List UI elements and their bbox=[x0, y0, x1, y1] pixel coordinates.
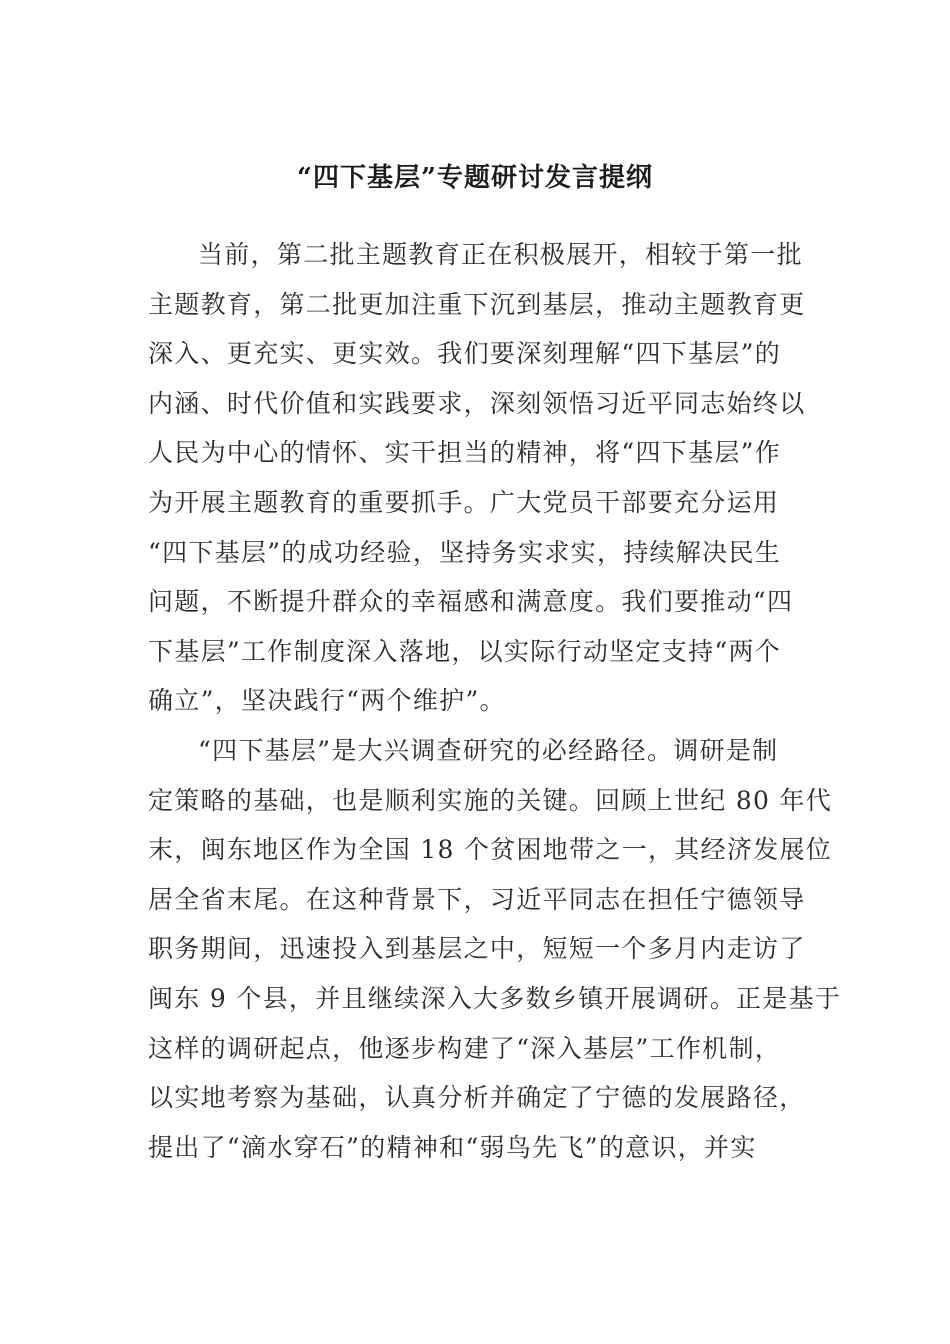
paragraph-line: 以实地考察为基础，认真分析并确定了宁德的发展路径， bbox=[148, 1083, 806, 1113]
paragraph-line: 内涵、时代价值和实践要求，深刻领悟习近平同志始终以 bbox=[148, 388, 806, 418]
paragraph-line: 深入、更充实、更实效。我们要深刻理解“四下基层”的 bbox=[148, 339, 782, 369]
paragraph-line: 人民为中心的情怀、实干担当的精神，将“四下基层”作 bbox=[148, 438, 782, 468]
paragraph-line: 居全省末尾。在这种背景下，习近平同志在担任宁德领导 bbox=[148, 884, 806, 914]
paragraph-line: 职务期间，迅速投入到基层之中，短短一个多月内走访了 bbox=[148, 934, 806, 964]
paragraph-1 bbox=[148, 230, 808, 726]
document-title: “四下基层”专题研讨发言提纲 bbox=[297, 163, 653, 193]
paragraph-line: “四下基层”是大兴调查研究的必经路径。调研是制 bbox=[198, 735, 779, 765]
paragraph-line: 确立”，坚决践行“两个维护”。 bbox=[148, 686, 506, 716]
paragraph-line: 问题，不断提升群众的幸福感和满意度。我们要推动“四 bbox=[148, 587, 794, 617]
paragraph-line: 末，闽东地区作为全国 18 个贫困地带之一，其经济发展位 bbox=[148, 835, 833, 865]
paragraph-line: “四下基层”的成功经验，坚持务实求实，持续解决民生 bbox=[148, 537, 782, 567]
paragraph-line: 主题教育，第二批更加注重下沉到基层，推动主题教育更 bbox=[148, 289, 806, 319]
paragraph-2 bbox=[148, 726, 842, 1172]
paragraph-line: 定策略的基础，也是顺利实施的关键。回顾上世纪 80 年代 bbox=[148, 785, 833, 815]
paragraph-line: 闽东 9 个县，并且继续深入大多数乡镇开展调研。正是基于 bbox=[148, 983, 842, 1013]
paragraph-line: 当前，第二批主题教育正在积极展开，相较于第一批 bbox=[198, 240, 803, 269]
paragraph-line: 提出了“滴水穿石”的精神和“弱鸟先飞”的意识，并实 bbox=[148, 1132, 757, 1162]
paragraph-line: 下基层”工作制度深入落地，以实际行动坚定支持“两个 bbox=[148, 636, 782, 666]
paragraph-line: 为开展主题教育的重要抓手。广大党员干部要充分运用 bbox=[148, 487, 780, 517]
paragraph-line: 这样的调研起点，他逐步构建了“深入基层”工作机制， bbox=[148, 1033, 782, 1063]
document-body bbox=[148, 230, 842, 1172]
